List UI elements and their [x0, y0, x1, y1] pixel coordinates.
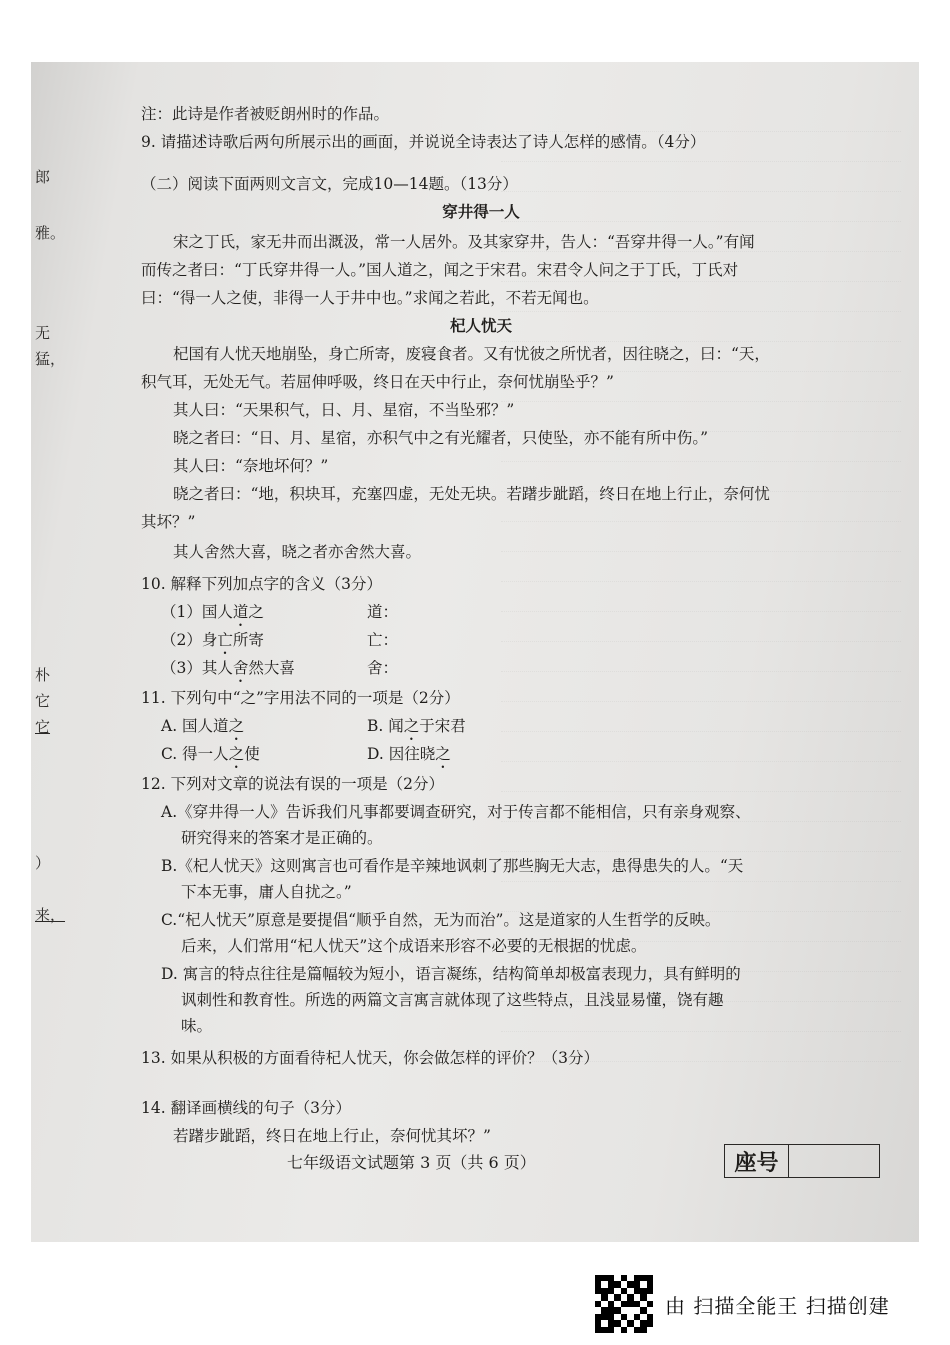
left-margin-fragment: 猛，: [35, 350, 66, 368]
left-margin-fragment: ）: [35, 854, 51, 872]
story-2-line: 晓之者曰：“日、月、星宿，亦积气中之有光耀者，只使坠，亦不能有所中伤。”: [173, 429, 709, 447]
question-12-option-line: 后来，人们常用“杞人忧天”这个成语来形容不必要的无根据的忧虑。: [181, 937, 647, 955]
question-12-option-line: 味。: [181, 1017, 213, 1035]
question-14-sentence: 若躇步跐蹈，终日在地上行止，奈何忧其坏？”: [173, 1127, 491, 1145]
question-11-stem: 11. 下列句中“之”字用法不同的一项是（2分）: [141, 689, 460, 707]
question-12-option-line: D. 寓言的特点往往是篇幅较为短小，语言凝练，结构简单却极富表现力，具有鲜明的: [161, 965, 741, 983]
section-2-heading: （二）阅读下面两则文言文，完成10—14题。（13分）: [141, 175, 518, 193]
question-10-item: （2）身亡所寄: [161, 631, 264, 649]
question-10-stem: 10. 解释下列加点字的含义（3分）: [141, 575, 382, 593]
question-10-answer-blank: 舍：: [367, 659, 399, 677]
question-10-item: （3）其人舍然大喜: [161, 659, 295, 677]
poem-note: 注：此诗是作者被贬朗州时的作品。: [141, 105, 390, 123]
story-2-line: 晓之者曰：“地，积块耳，充塞四虚，无处无块。若躇步跐蹈，终日在地上行止，奈何忧: [173, 485, 770, 503]
story-2-line: 其人舍然大喜，晓之者亦舍然大喜。: [173, 543, 422, 561]
question-10-answer-blank: 道：: [367, 603, 399, 621]
question-11-option-a: A. 国人道之: [161, 717, 245, 735]
question-12-option-line: C.“杞人忧天”原意是要提倡“顺乎自然，无为而治”。这是道家的人生哲学的反映。: [161, 911, 721, 929]
scan-credit: [595, 1275, 890, 1333]
seat-number-box: [724, 1144, 880, 1178]
story-2-title: 杞人忧天: [449, 316, 512, 335]
question-10-answer-blank: 亡：: [367, 631, 399, 649]
story-2-line: 其人曰：“奈地坏何？”: [173, 457, 329, 475]
question-14-stem: 14. 翻译画横线的句子（3分）: [141, 1099, 351, 1117]
left-margin-fragment: 雅。: [35, 224, 66, 242]
question-11-option-c: C. 得一人之使: [161, 745, 260, 763]
question-12-option-line: 讽刺性和教育性。所选的两篇文言寓言就体现了这些特点，且浅显易懂，饶有趣: [181, 991, 724, 1009]
question-13: 13. 如果从积极的方面看待杞人忧天，你会做怎样的评价？（3分）: [141, 1049, 599, 1067]
question-10-item: （1）国人道之: [161, 603, 264, 621]
story-1-line: 曰：“得一人之使，非得一人于井中也。”求闻之若此，不若无闻也。: [141, 289, 599, 307]
question-12-option-line: B.《杞人忧天》这则寓言也可看作是辛辣地讽刺了那些胸无大志，患得患失的人。“天: [161, 857, 744, 875]
story-2-line: 其坏？”: [141, 513, 196, 531]
story-1-line: 而传之者曰：“丁氏穿井得一人。”国人道之，闻之于宋君。宋君令人问之于丁氏，丁氏对: [141, 261, 739, 279]
photographed-exam-page: [31, 62, 919, 1242]
story-2-line: 积气耳，无处无气。若屈伸呼吸，终日在天中行止，奈何忧崩坠乎？”: [141, 373, 614, 391]
left-margin-fragment: 无: [35, 324, 51, 342]
scan-credit-text: 由 扫描全能王 扫描创建: [665, 1293, 890, 1318]
story-2-line: 杞国有人忧天地崩坠，身亡所寄，废寝食者。又有忧彼之所忧者，因往晓之，曰：“天，: [173, 345, 770, 363]
question-12-stem: 12. 下列对文章的说法有误的一项是（2分）: [141, 775, 444, 793]
story-1-line: 宋之丁氏，家无井而出溉汲，常一人居外。及其家穿井，告人：“吾穿井得一人。”有闻: [173, 233, 755, 251]
page-number-label: 七年级语文试题第 3 页（共 6 页）: [287, 1153, 536, 1172]
left-margin-fragment: 朴: [35, 666, 51, 684]
question-11-option-b: B. 闻之于宋君: [367, 717, 466, 735]
story-1-title: 穿井得一人: [442, 202, 520, 221]
story-2-line: 其人曰：“天果积气，日、月、星宿，不当坠邪？”: [173, 401, 515, 419]
question-11-option-d: D. 因往晓之: [367, 745, 451, 763]
question-12-option-line: 研究得来的答案才是正确的。: [181, 829, 383, 847]
question-9: 9. 请描述诗歌后两句所展示出的画面，并说说全诗表达了诗人怎样的感情。（4分）: [141, 133, 706, 151]
left-margin-fragment: 郎: [35, 168, 51, 186]
left-margin-fragment: 它: [35, 718, 51, 736]
left-margin-fragment: 来，: [35, 906, 66, 924]
qr-code-icon: [595, 1275, 653, 1333]
question-12-option-line: A.《穿井得一人》告诉我们凡事都要调查研究，对于传言都不能相信，只有亲身观察、: [161, 803, 751, 821]
left-margin-fragment: 它: [35, 692, 51, 710]
question-12-option-line: 下本无事，庸人自扰之。”: [181, 883, 352, 901]
seat-number-label: 座号: [725, 1145, 789, 1177]
